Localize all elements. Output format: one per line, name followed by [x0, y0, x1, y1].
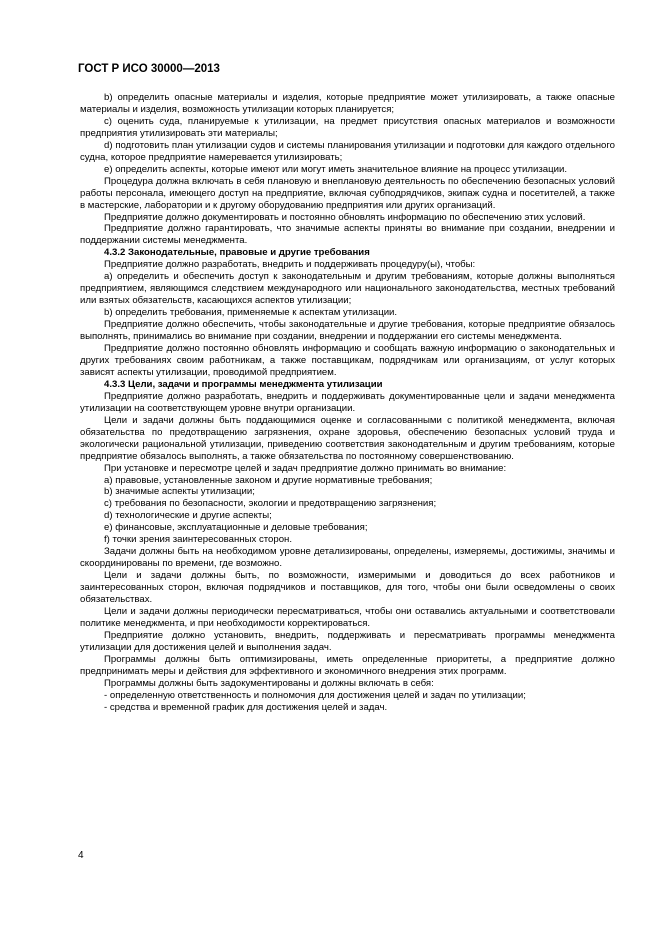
paragraph: Программы должны быть задокументированы и должны включать в себя:: [104, 677, 434, 689]
paragraph: b) значимые аспекты утилизации;: [104, 486, 255, 498]
paragraph: c) оценить суда, планируемые к утилизации, на предмет присутствия опасных материалов и возможности предприятия утилизировать эти материалы;: [80, 115, 615, 139]
paragraph: Программы должны быть оптимизированы, иметь определенные приоритеты, а предприятие должно предпринимать меры и действия для эффективного и экономичного внедрения этих программ.: [80, 653, 615, 677]
paragraph: e) финансовые, эксплуатационные и деловые требования;: [104, 522, 368, 534]
paragraph: d) технологические и другие аспекты;: [104, 510, 272, 522]
paragraph: a) определить и обеспечить доступ к законодательным и другим требованиям, которые должны выполняться предприятием, являющимся следствием международного или национального законодательства, местных требований или взятых обязательств, касающихся аспектов утилизации;: [80, 271, 615, 307]
paragraph: Предприятие должно документировать и постоянно обновлять информацию по обеспечению этих условий.: [104, 211, 586, 223]
paragraph: Процедура должна включать в себя плановую и внеплановую деятельность по обеспечению безопасных условий работы персонала, имеющего доступ на предприятие, включая субподрядчиков, экипаж судна и посетителей, а также в мастерские, лаборатории и к другому оборудованию предприятия или других организаций.: [80, 175, 615, 211]
paragraph: b) определить опасные материалы и изделия, которые предприятие может утилизировать, а также опасные материалы и изделия, возможность утилизации которых планируется;: [80, 92, 615, 115]
paragraph: e) определить аспекты, которые имеют или могут иметь значительное влияние на процесс утилизации.: [104, 163, 567, 175]
paragraph: Задачи должны быть на необходимом уровне детализированы, определены, измеряемы, достижимы, значимы и скоординированы по времени, где возможно.: [80, 546, 615, 570]
paragraph: Цели и задачи должны быть поддающимися оценке и согласованными с политикой менеджмента, включая обязательства по предотвращению загрязнения, охране здоровья, обеспечению безопасных условий труда и экологически рациональной утилизации, приведению соответствия законодательным и другим требованиям, которые предприятие обязалось выполнять, а также обязательства по постоянному совершенствованию.: [80, 414, 615, 462]
paragraph: Предприятие должно установить, внедрить, поддерживать и пересматривать программы менеджмента утилизации для достижения целей и выполнения задач.: [80, 629, 615, 653]
document-body: [80, 92, 615, 714]
paragraph: Цели и задачи должны периодически пересматриваться, чтобы они оставались актуальными и соответствовали политике менеджмента, и при необходимости корректироваться.: [80, 605, 615, 629]
paragraph: Предприятие должно обеспечить, чтобы законодательные и другие требования, которые предприятие обязалось выполнять, принимались во внимание при создании, внедрении и поддержании его системы менеджмента.: [80, 319, 615, 343]
paragraph: - средства и временной график для достижения целей и задач.: [104, 701, 388, 713]
paragraph: Предприятие должно гарантировать, что значимые аспекты приняты во внимание при создании, внедрении и поддержании системы менеджмента.: [80, 223, 615, 247]
section-heading: 4.3.2 Законодательные, правовые и другие требования: [104, 247, 370, 259]
paragraph: c) требования по безопасности, экологии и предотвращению загрязнения;: [104, 498, 437, 510]
paragraph: Предприятие должно постоянно обновлять информацию и сообщать важную информацию о законодательных и других требованиях своим работникам, а также поставщикам, подрядчикам или организациям, от услуг которых зависят аспекты утилизации, проводимой предприятием.: [80, 343, 615, 378]
section-heading: 4.3.3 Цели, задачи и программы менеджмента утилизации: [104, 378, 383, 390]
paragraph: f) точки зрения заинтересованных сторон.: [104, 534, 293, 546]
paragraph: Предприятие должно разработать, внедрить и поддерживать процедуру(ы), чтобы:: [104, 259, 476, 271]
paragraph: b) определить требования, применяемые к аспектам утилизации.: [104, 307, 398, 319]
paragraph: Цели и задачи должны быть, по возможности, измеримыми и доводиться до всех работников и заинтересованных сторон, включая подрядчиков и поставщиков, для того, чтобы они были осведомлены о своих обязательствах.: [80, 570, 615, 606]
paragraph: Предприятие должно разработать, внедрить и поддерживать документированные цели и задачи менеджмента утилизации на соответствующем уровне внутри организации.: [80, 390, 615, 414]
paragraph: a) правовые, установленные законом и другие нормативные требования;: [104, 474, 433, 486]
page-number: 4: [78, 850, 84, 861]
paragraph: При установке и пересмотре целей и задач предприятие должно принимать во внимание:: [104, 462, 507, 474]
document-header: ГОСТ Р ИСО 30000—2013: [78, 63, 220, 75]
paragraph: d) подготовить план утилизации судов и системы планирования утилизации и подготовки для каждого отдельного судна, которое предприятие намеревается утилизировать;: [80, 139, 615, 163]
paragraph: - определенную ответственность и полномочия для достижения целей и задач по утилизации;: [104, 689, 526, 701]
